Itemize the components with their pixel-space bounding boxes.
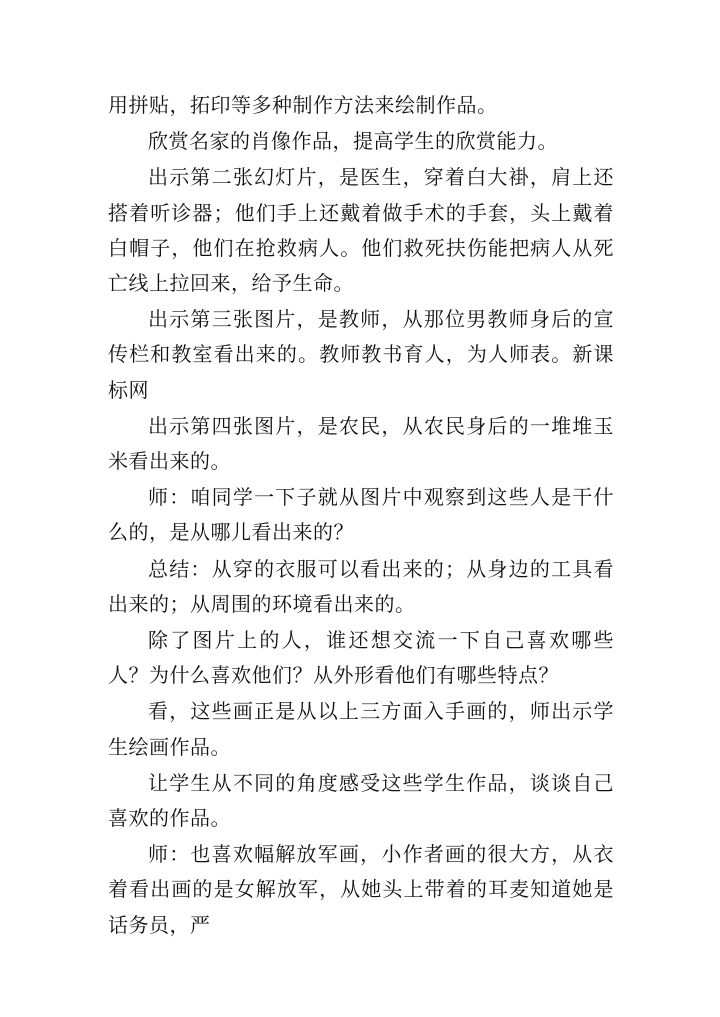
paragraph-3: 出示第二张幻灯片，是医生，穿着白大褂，肩上还搭着听诊器；他们手上还戴着做手术的手套，头上戴着白帽子，他们在抢救病人。他们救死扶伤能把病人从死亡线上拉回来，给予生命。 <box>108 165 614 296</box>
paragraph-7: 总结：从穿的衣服可以看出来的；从身边的工具看出来的；从周围的环境看出来的。 <box>108 556 614 616</box>
paragraph-11: 师：也喜欢幅解放军画，小作者画的很大方，从衣着看出画的是女解放军，从她头上带着的耳麦知道她是话务员，严 <box>108 842 614 937</box>
paragraph-8: 除了图片上的人，谁还想交流一下自己喜欢哪些人？为什么喜欢他们？从外形看他们有哪些特点？ <box>108 628 614 688</box>
document-body <box>108 88 614 944</box>
paragraph-4: 出示第三张图片，是教师，从那位男教师身后的宣传栏和教室看出来的。教师教书育人，为人师表。新课标网 <box>108 307 614 402</box>
paragraph-6: 师：咱同学一下子就从图片中观察到这些人是干什么的，是从哪儿看出来的？ <box>108 485 614 545</box>
paragraph-5: 出示第四张图片，是农民，从农民身后的一堆堆玉米看出来的。 <box>108 413 614 474</box>
paragraph-10: 让学生从不同的角度感受这些学生作品，谈谈自己喜欢的作品。 <box>108 770 614 831</box>
paragraph-2: 欣赏名家的肖像作品，提高学生的欣赏能力。 <box>148 129 558 154</box>
paragraph-9: 看，这些画正是从以上三方面入手画的，师出示学生绘画作品。 <box>108 699 614 759</box>
paragraph-1: 用拼贴，拓印等多种制作方法来绘制作品。 <box>108 93 498 117</box>
